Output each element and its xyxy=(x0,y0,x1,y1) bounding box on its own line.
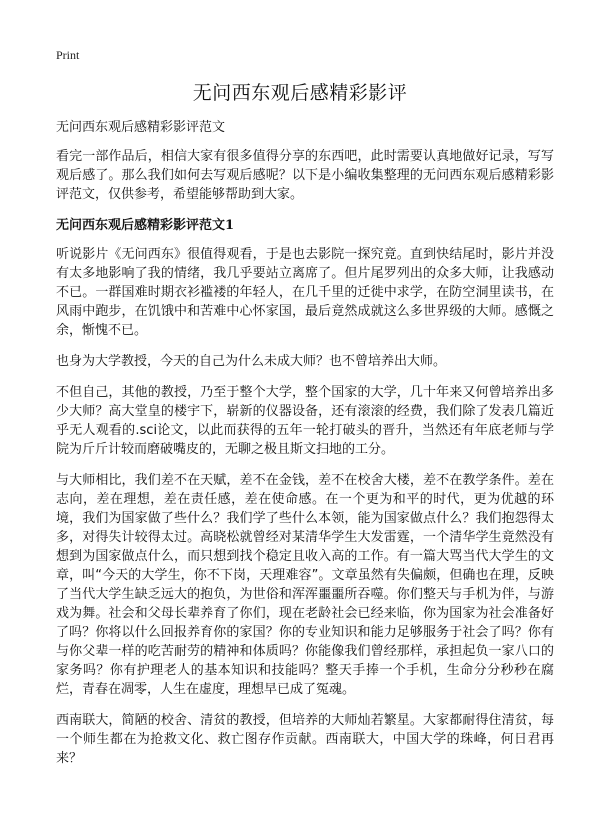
document-body xyxy=(56,118,554,780)
page-title: 无问西东观后感精彩影评 xyxy=(192,82,408,104)
section-heading: 无问西东观后感精彩影评范文1 xyxy=(56,218,235,233)
body-paragraph-5: 西南联大，简陋的校舍、清贫的教授，但培养的大师灿若繁星。大家都耐得住清贫，每一个师生都在为抢救文化、救亡图存作贡献。西南联大，中国大学的珠峰，何日君再来？ xyxy=(56,713,554,766)
body-paragraph-4: 与大师相比，我们差不在天赋，差不在金钱，差不在校舍大楼，差不在教学条件。差在志向，差在理想，差在责任感，差在使命感。在一个更为和平的时代，更为优越的环境，我们为国家做了些什么？我们学了些什么本领，能为国家做点什么？我们抱怨得太多，对得失计较得太过。高晓松就曾经对某清华学生大发雷霆，一个清华学生竟然没有想到为国家做点什么，而只想到找个稳定且收入高的工作。有一篇大骂当代大学生的文章，叫“今天的大学生，你不下岗，天理难容”。文章虽然有失偏颇，但确也在理，反映了当代大学生缺乏远大的抱负，为世俗和浑浑噩噩所吞噬。你们整天与手机为伴，与游戏为舞。社会和父母长辈养育了你们，现在老龄社会已经来临，你为国家为社会准备好了吗？你将以什么回报养育你的家国？你的专业知识和能力足够服务于社会了吗？你有与你父辈一样的吃苦耐劳的精神和体质吗？你能像我们曾经那样，承担起负一家八口的家务吗？你有护理老人的基本知识和技能吗？整天手捧一个手机，生命分分秒秒在腐烂，青春在凋零，人生在虚度，理想早已成了冤魂。 xyxy=(56,473,554,697)
body-paragraph-1: 听说影片《无问西东》很值得观看，于是也去影院一探究竟。直到快结尾时，影片并没有太多地影响了我的情绪，我几乎要站立离席了。但片尾罗列出的众多大师，让我感动不已。一群国难时期衣衫褴褛的年轻人，在几千里的迁徙中求学，在防空洞里读书，在风雨中跑步，在饥饿中和苦难中心怀家国，最后竟然成就这么多世界级的大师。感慨之余，惭愧不已。 xyxy=(56,247,554,338)
document-subtitle: 无问西东观后感精彩影评范文 xyxy=(56,120,226,135)
body-paragraph-3: 不但自己，其他的教授，乃至于整个大学，整个国家的大学，几十年来又何曾培养出多少大师？高大堂皇的楼宇下，崭新的仪器设备，还有滚滚的经费，我们除了发表几篇近乎无人观看的.sci论文，以此而获得的五年一轮打破头的晋升，当然还有年底老师与学院为斤斤计较而磨破嘴皮的，无聊之极且斯文扫地的工分。 xyxy=(56,385,554,457)
intro-paragraph: 看完一部作品后，相信大家有很多值得分享的东西吧，此时需要认真地做好记录，写写观后感了。那么我们如何去写观后感呢？以下是小编收集整理的无问西东观后感精彩影评范文，仅供参考，希望能够帮助到大家。 xyxy=(56,149,554,202)
print-label: Print xyxy=(56,48,80,62)
body-paragraph-2: 也身为大学教授，今天的自己为什么未成大师？也不曾培养出大师。 xyxy=(56,354,447,369)
